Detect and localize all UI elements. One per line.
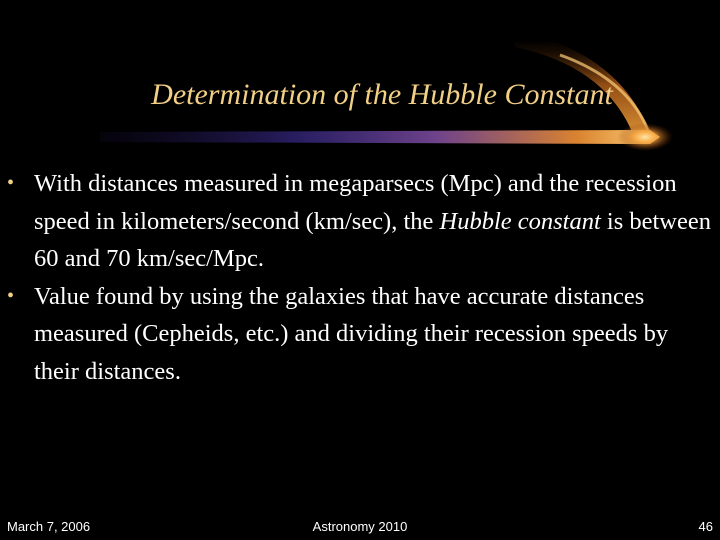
- bullet-item: [0, 165, 720, 278]
- footer-course: Astronomy 2010: [312, 519, 408, 534]
- bullet-text-part2: is between 60 and 70 km/sec/Mpc.: [34, 207, 711, 272]
- bullet-marker: •: [7, 172, 15, 194]
- footer-date: March 7, 2006: [7, 519, 91, 534]
- bullet-marker: •: [7, 284, 15, 307]
- bullet-text: Value found by using the galaxies that have accurate distances measured (Cepheids, etc.) and dividing their recession speeds by their distances.: [34, 282, 669, 385]
- bullet-emphasis: Hubble constant: [439, 207, 601, 235]
- bullet-item: [0, 278, 720, 391]
- footer-page-number: 46: [698, 519, 713, 534]
- slide-title: Determination of the Hubble Constant: [151, 78, 613, 111]
- bullet-text-part1: With distances measured in megaparsecs (Mpc) and the recession speed in kilometers/second (km/sec), the: [34, 170, 677, 235]
- slide-body: [0, 165, 720, 390]
